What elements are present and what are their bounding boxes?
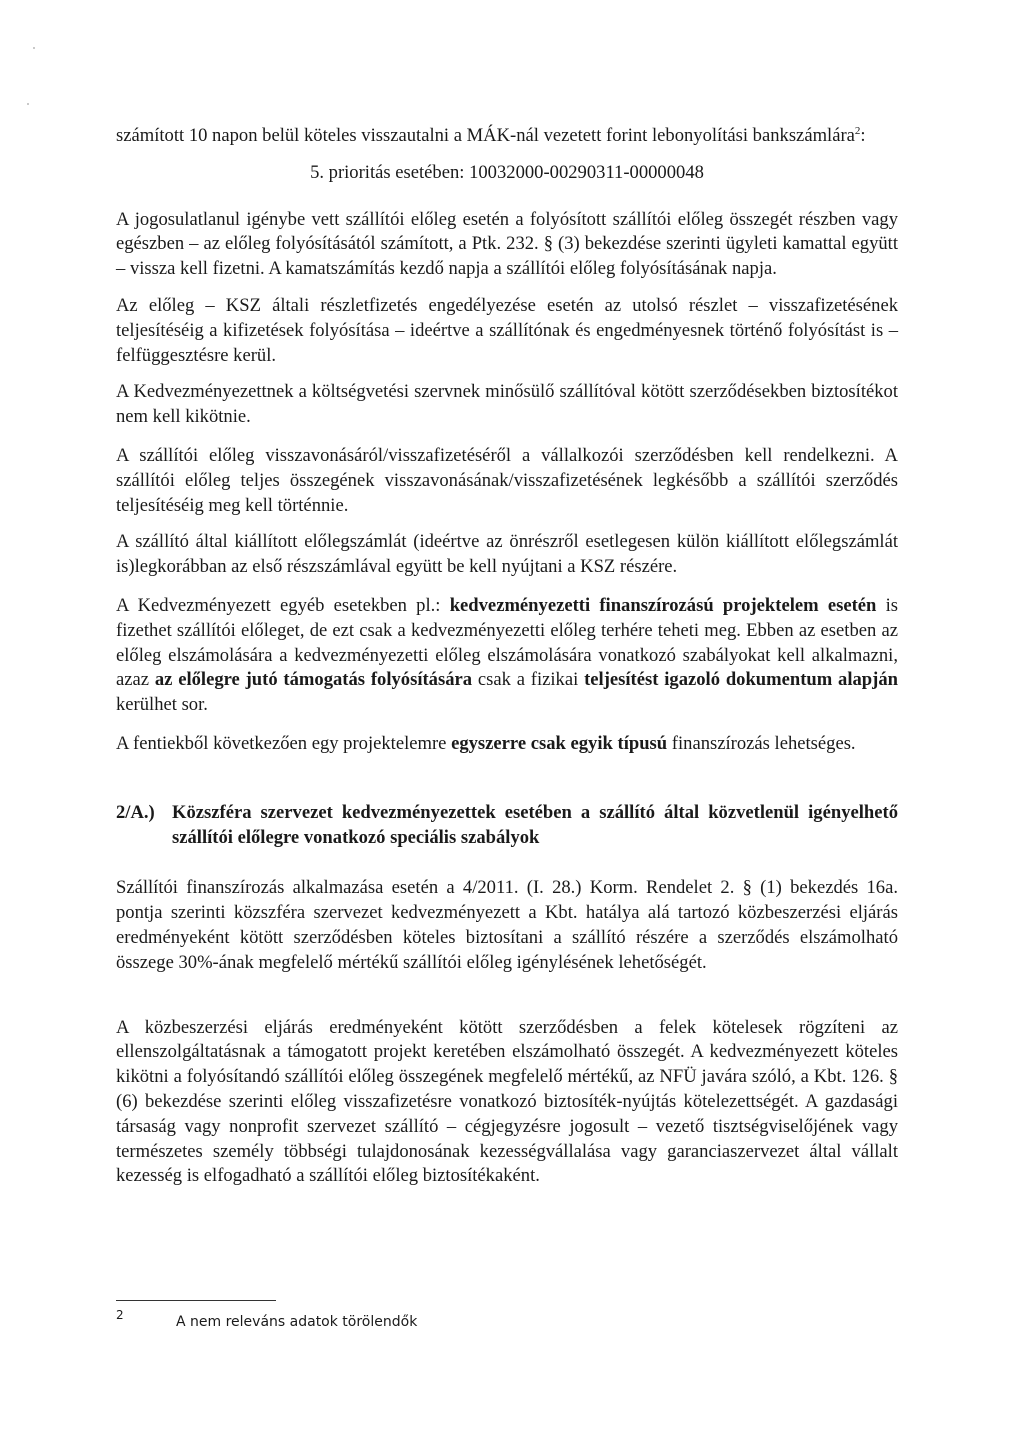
section-number: 2/A.)	[116, 801, 155, 823]
footnote-divider	[116, 1300, 276, 1301]
text-run: A fentiekből következően egy projektelemre	[116, 732, 452, 754]
paragraph-withdrawal: A szállítói előleg visszavonásáról/visszafizetéséről a vállalkozói szerződésben kell rendelkezni. A szállítói előleg teljes összegének visszavonásának/visszafizetésének legkésőbb a szállítói szerződés teljesítéséig meg kell történnie.	[116, 444, 898, 516]
paragraph-unlawful-advance: A jogosulatlanul igénybe vett szállítói előleg esetén a folyósított szállítói előleg összegét részben vagy egészben – az előleg folyósításától számított, a Ptk. 232. § (3) bekezdése szerinti ügyleti kamattal együtt – vissza kell fizetni. A kamatszámítás kezdő napja a szállítói előleg folyósításának napja.	[116, 208, 898, 280]
footnote-text: A nem releváns adatok törölendők	[176, 1314, 418, 1330]
footnote-number: 2	[116, 1308, 124, 1322]
paragraph-budget-body: A Kedvezményezettnek a költségvetési szervnek minősülő szállítóval kötött szerződésekben biztosítékot nem kell kikötnie.	[116, 381, 898, 428]
paragraph-installment: Az előleg – KSZ általi részletfizetés engedélyezése esetén az utolsó részlet – visszafizetésének teljesítéséig a kifizetések folyósítása – ideértve a szállítónak és engedményesnek történő folyósítást is – felfüggesztésre kerül.	[116, 294, 898, 366]
paragraph-financing-type	[116, 732, 898, 757]
bold-run: kedvezményezetti finanszírozású projektelem esetén	[449, 594, 877, 616]
text-run: csak a fizikai	[472, 669, 585, 691]
text-run: is fizethet szállítói előleget, de ezt csak a kedvezményezetti előleg terhére teheti meg. Ebben az esetben az előleg elszámolására a kedvezményezetti előleg elszámolására vonatkozó szabályokat kell alkalmazni, azaz	[116, 594, 898, 691]
text-run: A Kedvezményezett egyéb esetekben pl.:	[116, 594, 450, 616]
account-number-line: 5. prioritás esetében: 10032000-00290311-00000048	[310, 161, 704, 183]
scan-speck	[33, 47, 35, 49]
footnote-reference: 2	[854, 125, 861, 137]
bold-run: az előlegre jutó támogatás folyósítására	[154, 669, 473, 691]
bold-run: egyszerre csak egyik típusú	[451, 732, 668, 754]
bold-run: teljesítést igazoló dokumentum alapján	[584, 669, 898, 691]
section-paragraph-2: A közbeszerzési eljárás eredményeként kötött szerződésben a felek kötelesek rögzíteni az ellenszolgáltatásnak a támogatott projekt keretében elszámolható összegét. A kedvezményezett köteles kikötni a folyósítandó szállítói előleg összegének megfelelő mértékű, az NFÜ javára szóló, a Kbt. 126. § (6) bekezdése szerinti előleg visszafizetésre vonatkozó biztosíték-nyújtás kötelezettségét. A gazdasági társaság vagy nonprofit szervezet szállító – cégjegyzésre jogosult – vezető tisztségviselőjének vagy természetes személy többségi tulajdonosának kezességvállalása vagy garanciaszervezet által vállalt kezesség is elfogadható a szállítói előleg biztosítékaként.	[116, 1016, 898, 1187]
section-heading	[116, 801, 898, 851]
intro-text: számított 10 napon belül köteles visszautalni a MÁK-nál vezetett forint lebonyolítási bankszámlára	[116, 125, 855, 146]
intro-paragraph	[116, 124, 898, 149]
intro-colon: :	[860, 125, 866, 146]
text-run: kerülhet sor.	[116, 694, 208, 716]
scan-speck	[27, 103, 29, 105]
section-paragraph-1: Szállítói finanszírozás alkalmazása esetén a 4/2011. (I. 28.) Korm. Rendelet 2. § (1) bekezdés 16a. pontja szerinti közszféra szervezet kedvezményezett a Kbt. hatálya alá tartozó közbeszerzési eljárás eredményeként kötött szerződésben köteles biztosítani a szállító részére a szerződés elszámolható összege 30%-ának megfelelő mértékű szállítói előleg igénylésének lehetőségét.	[116, 877, 898, 973]
text-run: finanszírozás lehetséges.	[667, 732, 856, 754]
paragraph-beneficiary-advance	[116, 594, 898, 718]
document-body	[116, 124, 898, 1189]
paragraph-advance-invoice: A szállító által kiállított előlegszámlát (ideértve az önrészről esetlegesen külön kiállított előlegszámlát is)legkorábban az első részszámlával együtt be kell nyújtani a KSZ részére.	[116, 531, 898, 578]
section-title: Közszféra szervezet kedvezményezettek esetében a szállító által közvetlenül igényelhető szállítói előlegre vonatkozó speciális szabályok	[172, 801, 898, 848]
